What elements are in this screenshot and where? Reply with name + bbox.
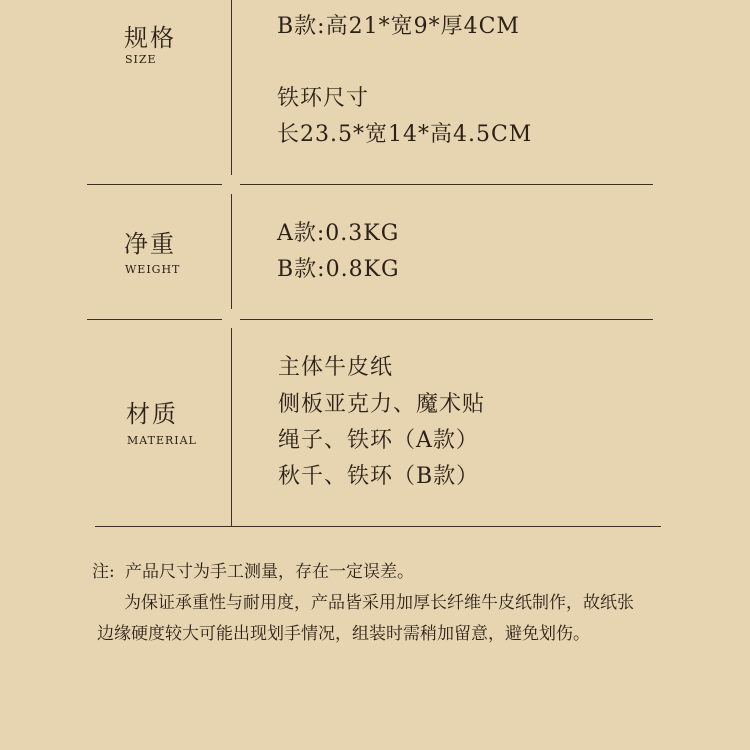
row-divider-value-2 <box>240 319 653 320</box>
weight-label-cn: 净重 <box>124 230 176 258</box>
material-value-side: 侧板亚克力、魔术贴 <box>278 392 486 417</box>
size-value-ring-heading: 铁环尺寸 <box>277 86 370 111</box>
table-bottom-border <box>95 526 661 527</box>
material-value-body: 主体牛皮纸 <box>278 355 394 380</box>
weight-value-a: A款:0.3KG <box>277 221 400 246</box>
row-divider-value-1 <box>240 184 653 185</box>
column-divider-material <box>231 328 232 526</box>
material-label-cn: 材质 <box>126 400 178 428</box>
note-prefix: 注: <box>92 562 115 582</box>
material-value-swing: 秋千、铁环（B款） <box>278 464 480 489</box>
weight-label-en: WEIGHT <box>125 263 181 276</box>
material-label-en: MATERIAL <box>127 434 197 447</box>
row-divider-label-1 <box>87 184 222 185</box>
size-label-en: SIZE <box>125 53 157 66</box>
size-value-b-dimensions: B款:高21*宽9*厚4CM <box>277 14 520 39</box>
note-line-2: 为保证承重性与耐用度，产品皆采用加厚长纤维牛皮纸制作，故纸张 <box>124 593 634 613</box>
column-divider-weight <box>231 194 232 309</box>
note-line-3: 边缘硬度较大可能出现划手情况，组装时需稍加留意，避免划伤。 <box>97 624 590 644</box>
size-value-ring-dimensions: 长23.5*宽14*高4.5CM <box>277 122 533 147</box>
note-line-1: 产品尺寸为手工测量，存在一定误差。 <box>125 562 414 582</box>
row-divider-label-2 <box>87 319 222 320</box>
weight-value-b: B款:0.8KG <box>277 257 400 282</box>
material-value-rope: 绳子、铁环（A款） <box>278 428 479 453</box>
size-label-cn: 规格 <box>124 24 176 52</box>
column-divider-size <box>231 0 232 175</box>
